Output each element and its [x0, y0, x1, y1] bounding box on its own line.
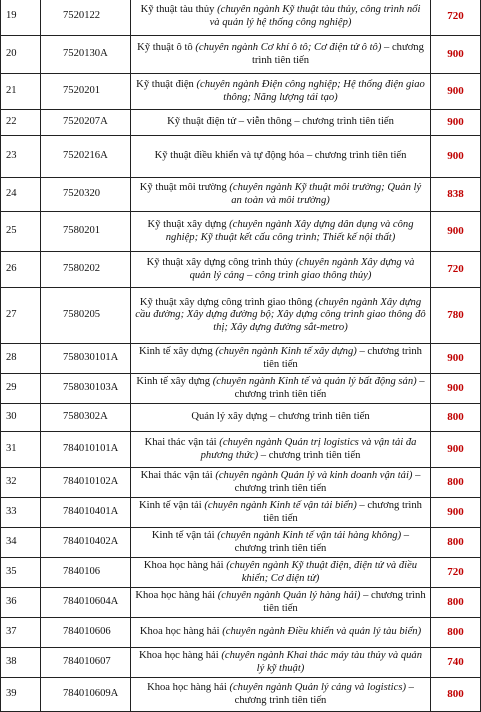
table-row [1, 528, 481, 558]
program-name-cell [131, 0, 431, 36]
score-cell: 720 [431, 252, 481, 288]
table-row [1, 252, 481, 288]
table-row [1, 178, 481, 212]
table-row [1, 288, 481, 344]
row-number-cell: 25 [1, 212, 41, 252]
row-number-cell: 38 [1, 648, 41, 678]
row-number-cell: 34 [1, 528, 41, 558]
program-name-cell [131, 558, 431, 588]
row-number-cell: 24 [1, 178, 41, 212]
row-number-cell: 31 [1, 432, 41, 468]
score-cell: 900 [431, 498, 481, 528]
score-cell: 838 [431, 178, 481, 212]
row-number-cell: 37 [1, 618, 41, 648]
score-cell: 800 [431, 678, 481, 712]
row-number-cell: 27 [1, 288, 41, 344]
program-name-cell [131, 374, 431, 404]
program-name: Khoa học hàng hải [143, 559, 224, 571]
program-name-cell [131, 618, 431, 648]
score-cell: 720 [431, 0, 481, 36]
table-row [1, 374, 481, 404]
program-name-cell [131, 74, 431, 110]
score-cell: 800 [431, 588, 481, 618]
program-name: Kinh tế xây dựng [136, 375, 211, 387]
score-cell: 800 [431, 618, 481, 648]
specialization-text: (chuyên ngành Kinh tế vận tải biển) [204, 499, 357, 511]
program-code-cell: 784010402A [41, 528, 131, 558]
table-row [1, 110, 481, 136]
specialization-text: (chuyên ngành Kỹ thuật tàu thủy, công trình nổi và quản lý hệ thống công nghiệp) [209, 3, 421, 28]
score-cell: 800 [431, 528, 481, 558]
specialization-text: (chuyên ngành Kinh tế vận tải hàng không) [217, 529, 402, 541]
program-name-cell [131, 498, 431, 528]
program-code-cell: 7520320 [41, 178, 131, 212]
specialization-text: (chuyên ngành Xây dựng dân dụng và công nghiệp; Kỹ thuật kết cấu công trình; Thiết kế nội thất) [165, 218, 414, 243]
program-name: Kỹ thuật tàu thủy [140, 3, 215, 15]
program-name-cell [131, 678, 431, 712]
program-code-cell: 7520201 [41, 74, 131, 110]
table-row [1, 344, 481, 374]
row-number-cell: 29 [1, 374, 41, 404]
program-type-text: – chương trình tiên tiến [258, 449, 361, 461]
score-cell: 800 [431, 404, 481, 432]
score-cell: 900 [431, 110, 481, 136]
program-name: Khoa học hàng hải [138, 649, 219, 661]
row-number-cell: 30 [1, 404, 41, 432]
program-name: Quản lý xây dựng – chương trình tiên tiến [191, 411, 370, 423]
score-cell: 900 [431, 432, 481, 468]
specialization-text: (chuyên ngành Kinh tế và quản lý bất động sản) [212, 375, 417, 387]
table-row [1, 468, 481, 498]
table-row [1, 0, 481, 36]
program-code-cell: 7580205 [41, 288, 131, 344]
specialization-text: (chuyên ngành Quản trị logistics và vận tải đa phương thức) [200, 436, 417, 461]
table-row [1, 588, 481, 618]
score-cell: 780 [431, 288, 481, 344]
program-name: Kinh tế vận tải [151, 529, 215, 541]
program-code-cell: 784010607 [41, 648, 131, 678]
program-name-cell [131, 36, 431, 74]
program-code-cell: 758030101A [41, 344, 131, 374]
program-name: Kinh tế vận tải [139, 499, 202, 511]
program-type-text: – chương trình tiên tiến [234, 681, 414, 706]
program-type-text: – chương trình tiên tiến [263, 345, 422, 370]
score-cell: 800 [431, 468, 481, 498]
program-code-cell: 7580201 [41, 212, 131, 252]
score-cell: 740 [431, 648, 481, 678]
program-code-cell: 7520216A [41, 136, 131, 178]
table-row [1, 36, 481, 74]
program-name-cell [131, 432, 431, 468]
row-number-cell: 36 [1, 588, 41, 618]
program-name: Kỹ thuật xây dựng công trình thủy [146, 256, 293, 268]
program-name-cell [131, 178, 431, 212]
row-number-cell: 33 [1, 498, 41, 528]
score-cell: 720 [431, 558, 481, 588]
program-name-cell [131, 404, 431, 432]
program-type-text: – chương trình tiên tiến [263, 499, 422, 524]
program-name-cell [131, 528, 431, 558]
row-number-cell: 22 [1, 110, 41, 136]
table-row [1, 498, 481, 528]
row-number-cell: 26 [1, 252, 41, 288]
program-code-cell: 7580202 [41, 252, 131, 288]
specialization-text: (chuyên ngành Điện công nghiệp; Hệ thống điện giao thông; Năng lượng tái tạo) [196, 78, 425, 103]
program-name: Kỹ thuật môi trường [139, 181, 227, 193]
program-name-cell [131, 252, 431, 288]
program-code-cell: 784010101A [41, 432, 131, 468]
specialization-text: (chuyên ngành Kỹ thuật điện, điện tử và điều khiển; Cơ điện tử) [226, 559, 418, 584]
score-cell: 900 [431, 212, 481, 252]
specialization-text: (chuyên ngành Quản lý hàng hải) [217, 589, 361, 601]
table-row [1, 212, 481, 252]
program-name: Kỹ thuật xây dựng công trình giao thông [139, 296, 313, 308]
table-row [1, 136, 481, 178]
score-cell: 900 [431, 136, 481, 178]
table-row [1, 678, 481, 712]
table-row [1, 432, 481, 468]
table-row [1, 558, 481, 588]
specialization-text: (chuyên ngành Xây dựng cầu đường; Xây dựng đường bộ; Xây dựng công trình giao thông đô thị; Xây dựng đường sắt-metro) [135, 296, 426, 333]
program-name: Kỹ thuật điện [136, 78, 194, 90]
program-name: Khai thác vận tải [144, 436, 217, 448]
specialization-text: (chuyên ngành Kinh tế xây dựng) [215, 345, 357, 357]
program-code-cell: 784010606 [41, 618, 131, 648]
program-code-cell: 7520130A [41, 36, 131, 74]
program-name-cell [131, 136, 431, 178]
program-code-cell: 784010102A [41, 468, 131, 498]
program-code-cell: 7580302A [41, 404, 131, 432]
program-code-cell: 7840106 [41, 558, 131, 588]
row-number-cell: 39 [1, 678, 41, 712]
row-number-cell: 21 [1, 74, 41, 110]
program-name-cell [131, 344, 431, 374]
row-number-cell: 20 [1, 36, 41, 74]
program-code-cell: 784010401A [41, 498, 131, 528]
program-name: Khoa học hàng hải [139, 626, 220, 638]
program-name-cell [131, 648, 431, 678]
program-type-text: – chương trình tiên tiến [234, 469, 421, 494]
program-name: Khoa học hàng hải [135, 589, 216, 601]
program-type-text: – chương trình tiên tiến [251, 41, 424, 66]
program-name-cell [131, 468, 431, 498]
score-cell: 900 [431, 36, 481, 74]
program-name-cell [131, 212, 431, 252]
program-name: Khoa học hàng hải [147, 681, 227, 693]
specialization-text: (chuyên ngành Điều khiển và quản lý tàu biển) [222, 626, 422, 638]
program-name: Kỹ thuật điện tử – viễn thông – chương trình tiên tiến [167, 116, 394, 128]
program-name-cell [131, 288, 431, 344]
program-type-text: – chương trình tiên tiến [263, 589, 426, 614]
row-number-cell: 28 [1, 344, 41, 374]
program-code-cell: 7520207A [41, 110, 131, 136]
score-cell: 900 [431, 344, 481, 374]
program-name: Kỹ thuật điều khiển và tự động hóa – chương trình tiên tiến [154, 150, 407, 162]
row-number-cell: 23 [1, 136, 41, 178]
specialization-text: (chuyên ngành Xây dựng và quản lý cảng – công trình giao thông thủy) [189, 256, 415, 281]
specialization-text: (chuyên ngành Quản lý và kinh doanh vận tải) [215, 469, 413, 481]
specialization-text: (chuyên ngành Kỹ thuật môi trường; Quản lý an toàn và môi trường) [229, 181, 422, 206]
row-number-cell: 35 [1, 558, 41, 588]
table-row [1, 404, 481, 432]
score-cell: 900 [431, 374, 481, 404]
score-cell: 900 [431, 74, 481, 110]
program-name-cell [131, 110, 431, 136]
specialization-text: (chuyên ngành Quản lý cảng và logistics) [229, 681, 406, 693]
table-row [1, 618, 481, 648]
table-row [1, 648, 481, 678]
program-code-cell: 784010604A [41, 588, 131, 618]
program-type-text: – chương trình tiên tiến [234, 529, 410, 554]
program-type-text: – chương trình tiên tiến [234, 375, 425, 400]
program-name: Khai thác vận tải [140, 469, 213, 481]
program-name: Kỹ thuật xây dựng [147, 218, 227, 230]
specialization-text: (chuyên ngành Cơ khí ô tô; Cơ điện tử ô tô) [195, 41, 382, 53]
table-row [1, 74, 481, 110]
table-body [1, 0, 481, 712]
program-code-cell: 7520122 [41, 0, 131, 36]
program-name: Kinh tế xây dựng [139, 345, 213, 357]
program-code-cell: 784010609A [41, 678, 131, 712]
specialization-text: (chuyên ngành Khai thác máy tàu thủy và quản lý kỹ thuật) [221, 649, 423, 674]
program-name: Kỹ thuật ô tô [137, 41, 193, 53]
program-name-cell [131, 588, 431, 618]
program-code-cell: 758030103A [41, 374, 131, 404]
row-number-cell: 19 [1, 0, 41, 36]
row-number-cell: 32 [1, 468, 41, 498]
